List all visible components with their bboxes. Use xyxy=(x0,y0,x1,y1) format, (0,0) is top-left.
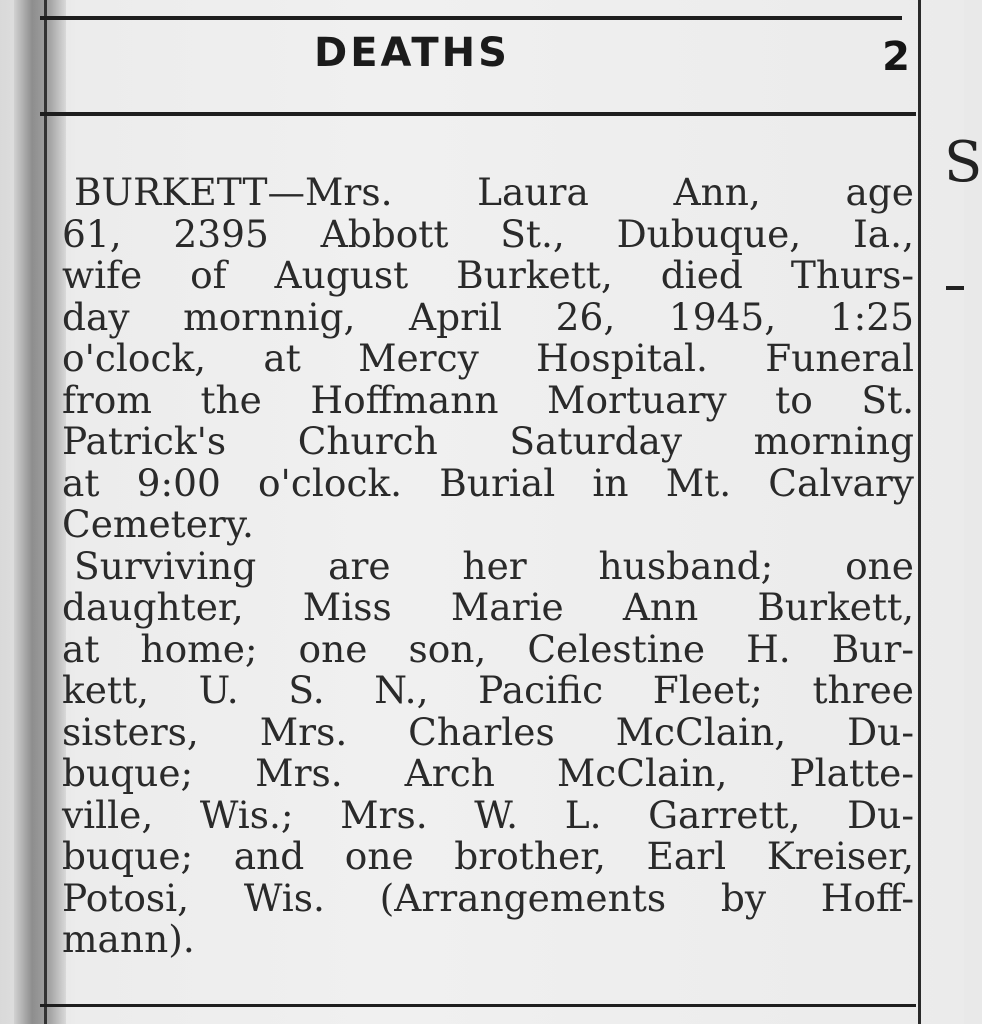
obit-line: Cemetery. xyxy=(62,502,254,546)
obit-line: kett, U. S. N., Pacific Fleet; three xyxy=(62,668,914,712)
obit-line: day mornnig, April 26, 1945, 1:25 xyxy=(62,294,914,339)
obit-line: BURKETT—Mrs. Laura Ann, age xyxy=(74,170,914,214)
obit-line: o'clock, at Mercy Hospital. Funeral xyxy=(62,336,914,380)
obit-line: 61, 2395 Abbott St., Dubuque, Ia., xyxy=(62,211,914,256)
obit-line: Surviving are her husband; one xyxy=(74,543,914,588)
section-title: DEATHS xyxy=(314,30,510,76)
obit-line: buque; and one brother, Earl Kreiser, xyxy=(62,834,914,878)
obit-line: mann). xyxy=(62,917,195,961)
header-bottom-rule xyxy=(40,112,916,116)
bottom-rule xyxy=(40,1004,916,1007)
obit-line: from the Hoffmann Mortuary to St. xyxy=(62,377,914,422)
page-fold-shadow xyxy=(14,0,66,1024)
obituary-text xyxy=(62,172,914,961)
section-header xyxy=(70,22,920,108)
adjacent-column-dash xyxy=(946,286,964,290)
obit-line: daughter, Miss Marie Ann Burkett, xyxy=(62,585,914,629)
header-top-rule xyxy=(40,16,902,20)
obit-line: wife of August Burkett, died Thurs- xyxy=(62,253,914,297)
left-column-rule xyxy=(44,0,47,1024)
right-column-rule xyxy=(918,0,921,1024)
obit-line: sisters, Mrs. Charles McClain, Du- xyxy=(62,709,914,754)
obit-line: at 9:00 o'clock. Burial in Mt. Calvary xyxy=(62,460,914,505)
obit-line: ville, Wis.; Mrs. W. L. Garrett, Du- xyxy=(62,792,914,837)
obit-line: buque; Mrs. Arch McClain, Platte- xyxy=(62,751,914,795)
column-number: 2 xyxy=(882,34,910,80)
obit-line: at home; one son, Celestine H. Bur- xyxy=(62,626,914,671)
obit-line: Patrick's Church Saturday morning xyxy=(62,419,914,463)
obit-line: Potosi, Wis. (Arrangements by Hoff- xyxy=(62,875,914,920)
adjacent-column-letter: S xyxy=(944,130,982,195)
